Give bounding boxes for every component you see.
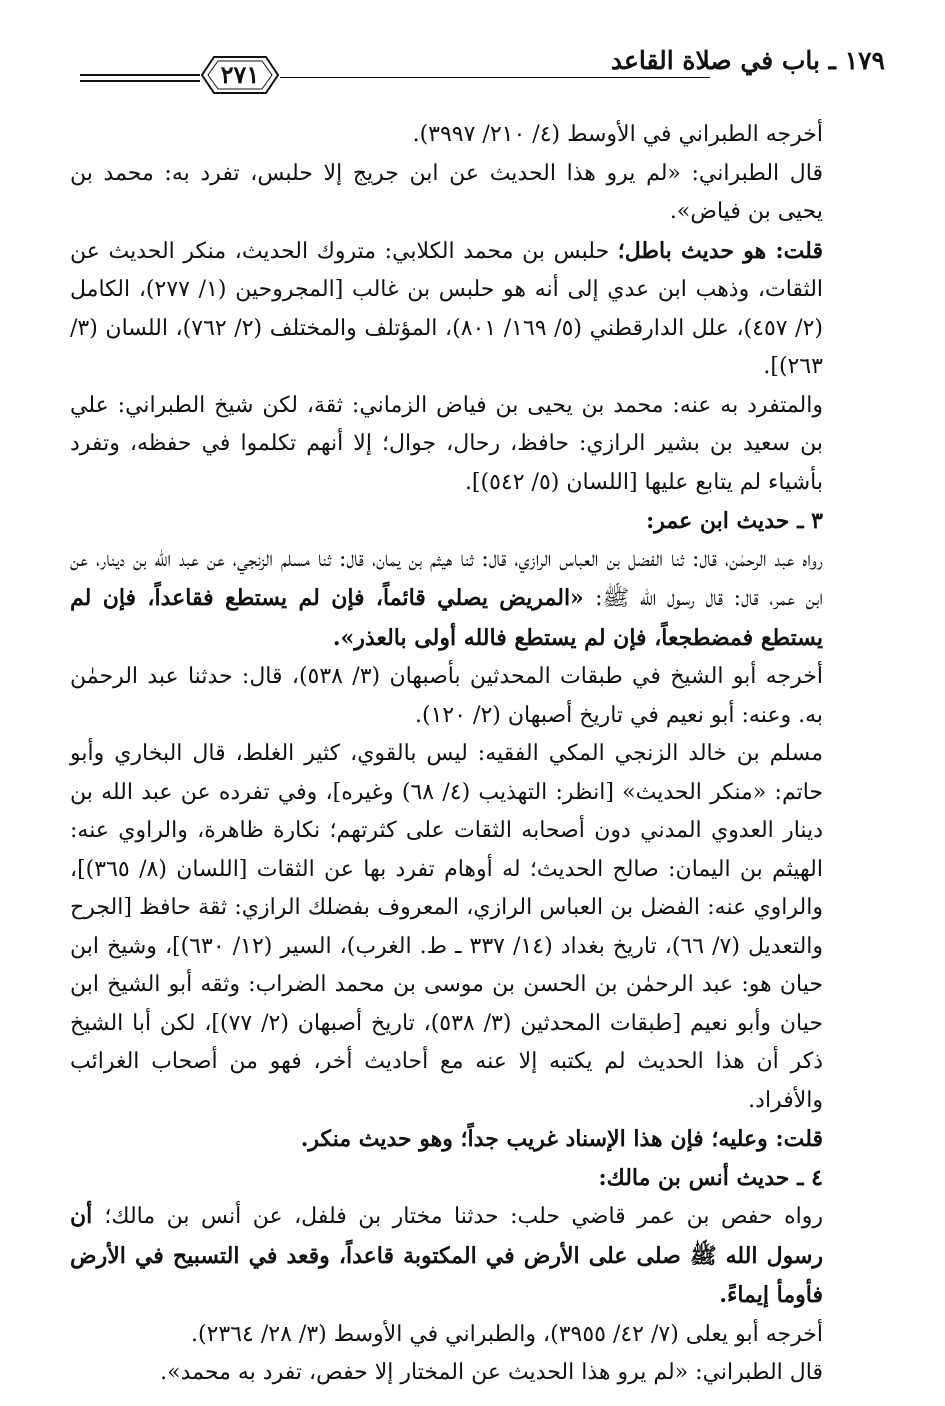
page-body xyxy=(70,116,875,1393)
paragraph-5-text: رواه عبد الرحمٰن، قال: ثنا الفضل بن العباس الرازي، قال: ثنا هيثم بن يمان، قال: ثنا مسلم الزنجي، عن عبد الله بن دينار، عن ابن عمر، قال: قال رسول الله ﷺ: xyxy=(70,546,823,611)
hadith-text-1: «المريض يصلي قائماً، فإن لم يستطع فقاعداً، فإن لم يستطع فمضطجعاً، فإن لم يستطع فالله أولى بالعذر». xyxy=(70,585,823,651)
paragraph-2: قال الطبراني: «لم يرو هذا الحديث عن ابن جريج إلا حلبس، تفرد به: محمد بن يحيى بن فياض». xyxy=(70,160,823,224)
paragraph-3-lead: قلت: هو حديث باطل؛ xyxy=(617,237,823,264)
paragraph-4: والمتفرد به عنه: محمد بن يحيى بن فياض الزماني: ثقة، لكن شيخ الطبراني: علي بن سعيد بن بشير الرازي: حافظ، رحال، جوال؛ إلا أنهم تكلموا في حفظه، وتفرد بأشياء لم يتابع عليها [اللسان (٥/ ٥٤٢)]. xyxy=(70,392,823,495)
paragraph-5 xyxy=(70,541,875,659)
header-rule-left-top xyxy=(80,74,200,76)
conclusion-line: قلت: وعليه؛ فإن هذا الإسناد غريب جداً؛ وهو حديث منكر. xyxy=(300,1126,823,1152)
paragraph-6: أخرجه أبو الشيخ في طبقات المحدثين بأصبهان (٣/ ٥٣٨)، قال: حدثنا عبد الرحمٰن به. وعنه: أبو نعيم في تاريخ أصبهان (٢/ ١٢٠). xyxy=(70,664,823,728)
paragraph-9-text: رواه حفص بن عمر قاضي حلب: حدثنا مختار بن فلفل، عن أنس بن مالك؛ xyxy=(104,1204,824,1229)
section-heading-3: ٣ ـ حديث ابن عمر: xyxy=(646,508,823,534)
hadith-text-2: أن رسول الله ﷺ صلى على الأرض في المكتوبة قاعداً، وقعد في التسبيح في الأرض فأومأ إيماءً. xyxy=(70,1203,823,1308)
page-number: ٢٧١ xyxy=(220,60,260,89)
section-heading-4: ٤ ـ حديث أنس بن مالك: xyxy=(598,1164,823,1191)
chapter-title: ١٧٩ ـ باب في صلاة القاعد xyxy=(610,46,885,75)
paragraph-3 xyxy=(70,232,875,387)
page-header xyxy=(80,40,885,110)
paragraph-9 xyxy=(70,1197,875,1316)
header-rule-right xyxy=(280,77,710,78)
page-number-frame xyxy=(200,54,280,96)
header-rule-left-bottom xyxy=(80,80,200,82)
paragraph-3-text: حلبس بن محمد الكلابي: متروك الحديث، منكر الحديث عن الثقات، وذهب ابن عدي إلى أنه هو حلبس بن غالب [المجروحين (١/ ٢٧٧)، الكامل (٢/ ٤٥٧)، علل الدارقطني (٥/ ١٦٩/ ٨٠١)، المؤتلف والمختلف (٢/ ٧٦٢)، اللسان (٣/ ٢٦٣)]. xyxy=(70,238,824,379)
paragraph-1: أخرجه الطبراني في الأوسط (٤/ ٢١٠/ ٣٩٩٧). xyxy=(412,122,823,147)
paragraph-7: مسلم بن خالد الزنجي المكي الفقيه: ليس بالقوي، كثير الغلط، قال البخاري وأبو حاتم: «منكر الحديث» [انظر: التهذيب (٤/ ٦٨) وغيره]، وفي تفرده عن عبد الله بن دينار العدوي المدني دون أصحابه الثقات على كثرتهم؛ نكارة ظاهرة، والراوي عنه: الهيثم بن اليمان: صالح الحديث؛ له أوهام تفرد بها عن الثقات [اللسان (٨/ ٣٦٥)]، والراوي عنه: الفضل بن العباس الرازي، المعروف بفضلك الرازي: ثقة حافظ [الجرح والتعديل (٧/ ٦٦)، تاريخ بغداد (١٤/ ٣٣٧ ـ ط. الغرب)، السير (١٢/ ٦٣٠)]، وشيخ ابن حيان هو: عبد الرحمٰن بن الحسن بن موسى بن محمد الضراب: وثقه أبو الشيخ ابن حيان وأبو نعيم [طبقات المحدثين (٣/ ٥٣٨)، تاريخ أصبهان (٢/ ٧٧)]، لكن أبا الشيخ ذكر أن هذا الحديث لم يكتبه إلا عنه مع أحاديث أخر، فهو من أصحاب الغرائب والأفراد. xyxy=(70,741,824,1113)
paragraph-10: أخرجه أبو يعلى (٧/ ٤٢/ ٣٩٥٥)، والطبراني في الأوسط (٣/ ٢٨/ ٢٣٦٤). xyxy=(191,1321,823,1347)
paragraph-11: قال الطبراني: «لم يرو هذا الحديث عن المختار إلا حفص، تفرد به محمد». xyxy=(160,1360,823,1385)
